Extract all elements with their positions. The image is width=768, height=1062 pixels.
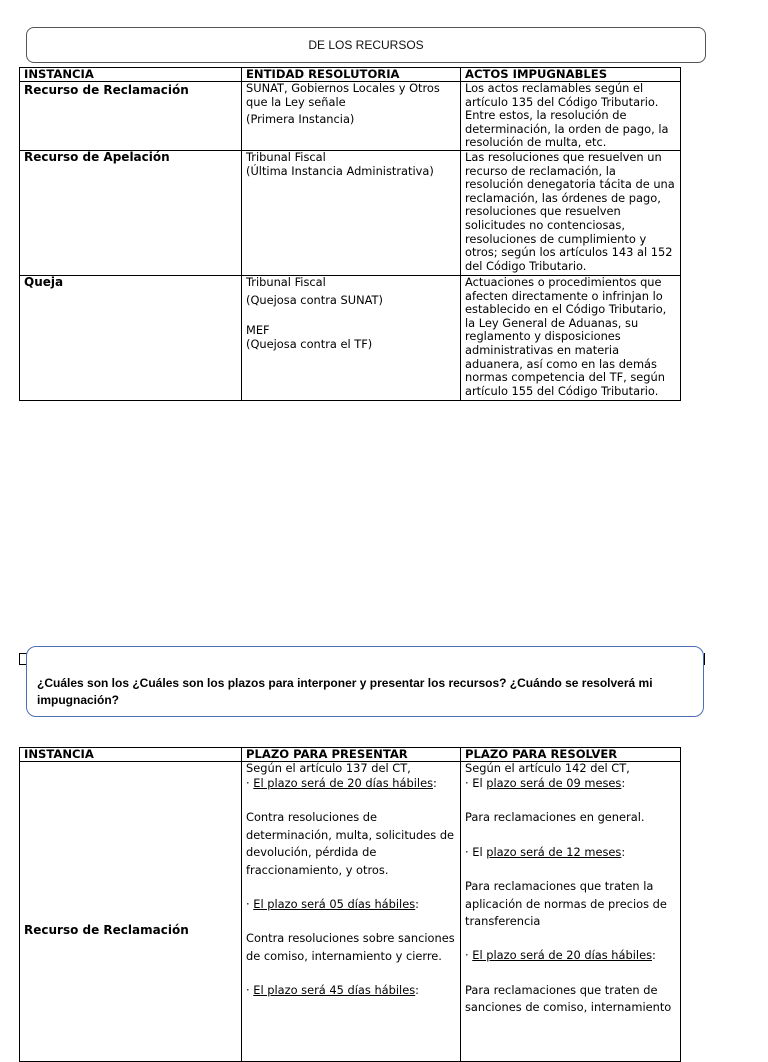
header-entidad: ENTIDAD RESOLUTORIA xyxy=(242,68,461,82)
resolver-detail: Para reclamaciones que traten de sanciones de comiso, internamiento xyxy=(465,982,672,1015)
presentar-item: · El plazo será de 20 días hábiles: xyxy=(246,776,437,790)
cell-instancia xyxy=(20,276,242,401)
header-instancia: INSTANCIA xyxy=(20,748,242,762)
presentar-item: · El plazo será 05 días hábiles: xyxy=(246,897,419,912)
plazo-underlined: plazo será de 12 meses xyxy=(486,844,622,859)
instancia-label: Recurso de Reclamación xyxy=(24,923,189,937)
plazo-underlined: El plazo será de 20 días hábiles xyxy=(253,776,434,790)
resolver-detail: Para reclamaciones que traten la aplicación de normas de precios de transferencia xyxy=(465,879,667,929)
entidad-line: (Quejosa contra SUNAT) xyxy=(246,292,383,307)
presentar-intro: Según el artículo 137 del CT, xyxy=(246,761,411,775)
plazo-underlined: El plazo será 05 días hábiles xyxy=(253,897,416,912)
entidad-line: (Primera Instancia) xyxy=(246,112,355,127)
header-plazo-presentar: PLAZO PARA PRESENTAR xyxy=(242,748,461,762)
table-header-row xyxy=(20,748,681,762)
table-header-row xyxy=(20,68,681,82)
table-row xyxy=(20,82,681,151)
presentar-detail: Contra resoluciones de determinación, multa, solicitudes de devolución, pérdida de fraccionamiento, y otros. xyxy=(246,810,455,877)
plazo-underlined: El plazo será 45 días hábiles xyxy=(253,983,416,998)
instancia-label: Recurso de Reclamación xyxy=(24,83,189,97)
header-actos: ACTOS IMPUGNABLES xyxy=(461,68,681,82)
header-plazo-resolver: PLAZO PARA RESOLVER xyxy=(461,748,681,762)
plazo-underlined: plazo será de 09 meses xyxy=(486,776,622,790)
plazo-underlined: El plazo será de 20 días hábiles xyxy=(472,948,653,963)
entidad-line: MEF xyxy=(246,323,270,338)
plazos-table xyxy=(19,747,681,1062)
cell-plazo-presentar xyxy=(242,762,461,1062)
cell-plazo-resolver xyxy=(461,762,681,1062)
entidad-line: SUNAT, Gobiernos Locales y Otros que la Ley señale xyxy=(246,81,440,109)
cell-instancia xyxy=(20,762,242,1062)
resolver-intro: Según el artículo 142 del CT, xyxy=(465,761,630,775)
question-text: ¿Cuáles son los ¿Cuáles son los plazos para interponer y presentar los recursos? ¿Cuándo se resolverá mi impugnación? xyxy=(37,676,653,707)
cell-entidad xyxy=(242,82,461,151)
resolver-detail: Para reclamaciones en general. xyxy=(465,810,645,825)
table-row xyxy=(20,762,681,1062)
section-title-text: DE LOS RECURSOS xyxy=(308,38,424,52)
cell-actos: Actuaciones o procedimientos que afecten directamente o infrinjan lo establecido en el Código Tributario, la Ley General de Aduanas, su reglamento y disposiciones administrativas en materia aduanera, así como en las demás normas competencia del TF, según artículo 155 del Código Tributario. xyxy=(461,276,681,401)
resolver-item: · El plazo será de 12 meses: xyxy=(465,844,626,859)
entidad-line: Tribunal Fiscal xyxy=(246,275,326,289)
cell-entidad xyxy=(242,276,461,401)
resolver-item: · El plazo será de 20 días hábiles: xyxy=(465,948,656,963)
section-title xyxy=(26,27,706,63)
instancia-label: Recurso de Apelación xyxy=(24,150,170,164)
cell-instancia xyxy=(20,151,242,276)
resolver-item: · El plazo será de 09 meses: xyxy=(465,776,626,790)
header-instancia: INSTANCIA xyxy=(20,68,242,82)
table-row xyxy=(20,276,681,401)
cell-entidad xyxy=(242,151,461,276)
entidad-line: (Última Instancia Administrativa) xyxy=(246,163,434,178)
entidad-line: (Quejosa contra el TF) xyxy=(246,336,373,351)
presentar-item: · El plazo será 45 días hábiles: xyxy=(246,983,419,998)
cell-instancia xyxy=(20,82,242,151)
table-row xyxy=(20,151,681,276)
cell-actos: Los actos reclamables según el artículo 135 del Código Tributario. Entre estos, la resolución de determinación, la orden de pago, la resolución de multa, etc. xyxy=(461,82,681,151)
instancia-label: Queja xyxy=(24,275,64,289)
entidad-line: Tribunal Fiscal xyxy=(246,150,326,164)
cell-actos: Las resoluciones que resuelven un recurso de reclamación, la resolución denegatoria tácita de una reclamación, las órdenes de pago, resoluciones que resuelven solicitudes no contenciosas, resoluciones de cumplimiento y otros; según los artículos 143 al 152 del Código Tributario. xyxy=(461,151,681,276)
question-box xyxy=(26,646,704,717)
recursos-table xyxy=(19,67,681,401)
presentar-detail: Contra resoluciones sobre sanciones de comiso, internamiento y cierre. xyxy=(246,931,455,963)
